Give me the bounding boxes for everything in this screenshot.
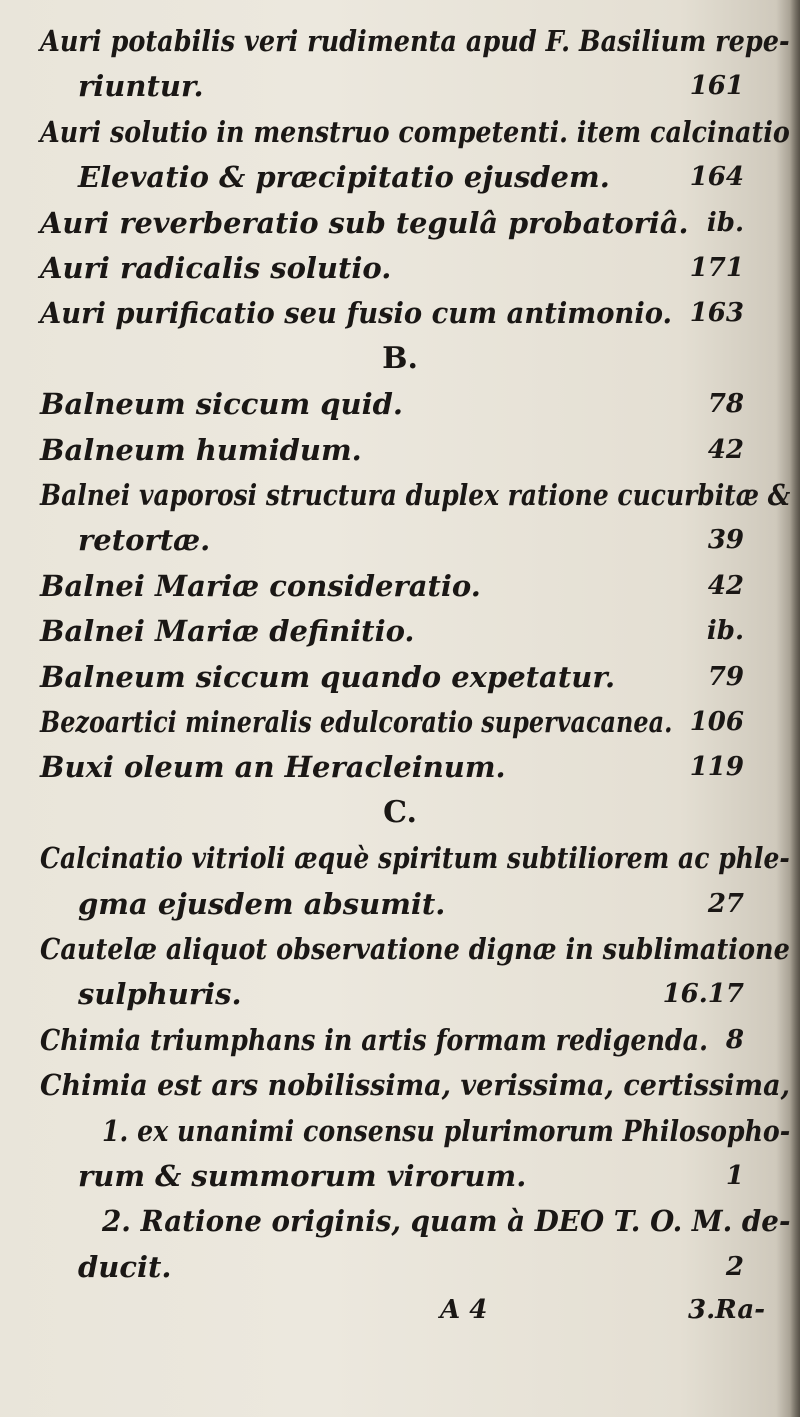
index-line xyxy=(0,835,800,881)
page-reference: 2 xyxy=(725,1251,744,1282)
page-reference: 164 xyxy=(689,162,744,193)
index-entry-text: Calcinatio vitrioli æquè spiritum subtiliorem ac phle- xyxy=(40,841,790,876)
index-entry-text: Auri solutio in menstruo competenti. item calcinatio xyxy=(40,114,790,149)
index-entry-text: gma ejusdem absumit. xyxy=(78,886,446,921)
index-line xyxy=(0,1017,800,1063)
index-entry-text: rum & summorum virorum. xyxy=(78,1159,527,1193)
index-entry-text: Auri reverberatio sub tegulâ probatoriâ. xyxy=(40,205,689,240)
index-entry-text: Chimia triumphans in artis formam redigenda. xyxy=(40,1022,708,1057)
index-entry-text: Buxi oleum an Heracleinum. xyxy=(40,750,506,785)
page-reference: 27 xyxy=(707,888,744,919)
index-line xyxy=(0,1244,800,1290)
page-reference: 161 xyxy=(689,71,744,102)
index-line xyxy=(0,699,800,745)
index-line xyxy=(0,427,800,473)
index-entry-text: Auri purificatio seu fusio cum antimonio. xyxy=(40,296,672,331)
index-line xyxy=(0,381,800,427)
page-reference: 8 xyxy=(725,1024,744,1055)
page-reference: ib. xyxy=(706,616,744,647)
index-line xyxy=(0,1153,800,1199)
index-line xyxy=(0,18,800,64)
index-entry-text: 1. ex unanimi consensu plurimorum Philosopho- xyxy=(102,1113,791,1148)
signature-mark: A 4 xyxy=(440,1295,488,1325)
index-line xyxy=(0,63,800,109)
index-line xyxy=(0,200,800,246)
index-entry-text: Bezoartici mineralis edulcoratio supervacanea. xyxy=(40,705,673,739)
page-reference: 42 xyxy=(707,434,744,465)
index-line xyxy=(0,654,800,700)
index-line xyxy=(0,608,800,654)
index-entry-text: retortæ. xyxy=(78,523,211,558)
index-line xyxy=(0,926,800,972)
index-entry-text: Elevatio & præcipitatio ejusdem. xyxy=(78,160,610,195)
index-line xyxy=(0,971,800,1017)
index-entry-text: Auri radicalis solutio. xyxy=(40,251,392,285)
index-entry-text: Balneum siccum quando expetatur. xyxy=(40,659,616,694)
page-reference: ib. xyxy=(706,207,744,238)
index-entry-text: Cautelæ aliquot observatione dignæ in sublimatione xyxy=(40,932,790,966)
index-entry-text: sulphuris. xyxy=(78,977,242,1012)
page-reference: 171 xyxy=(689,253,744,283)
index-line xyxy=(0,517,800,563)
index-entry-text: 2. Ratione originis, quam à DEO T. O. M. de- xyxy=(102,1204,791,1239)
page-reference: 106 xyxy=(689,707,744,737)
index-entry-text: Balnei Mariæ consideratio. xyxy=(40,568,481,603)
index-entry-text: Auri potabilis veri rudimenta apud F. Basilium repe- xyxy=(40,24,790,58)
index-entry-text: riuntur. xyxy=(78,69,204,104)
page-reference: 42 xyxy=(707,570,744,601)
index-line xyxy=(0,154,800,200)
index-line xyxy=(0,563,800,609)
index-entry-text: Balnei vaporosi structura duplex ratione cucurbitæ & xyxy=(40,478,791,512)
index-line xyxy=(0,290,800,336)
page-reference: 16.17 xyxy=(662,979,744,1010)
page-reference: 39 xyxy=(707,525,744,556)
index-line xyxy=(0,1062,800,1108)
index-line xyxy=(0,1108,800,1154)
index-line xyxy=(0,1198,800,1244)
page-reference: 1 xyxy=(725,1161,744,1191)
index-line xyxy=(0,245,800,291)
index-line xyxy=(0,109,800,155)
page-reference: 78 xyxy=(707,389,744,420)
section-letter-heading: C. xyxy=(383,794,417,830)
index-line xyxy=(0,881,800,927)
index-line xyxy=(0,472,800,518)
page-reference: 119 xyxy=(689,752,744,783)
index-entry-text: Balnei Mariæ definitio. xyxy=(40,614,415,649)
index-entry-text: ducit. xyxy=(78,1249,172,1284)
index-entry-text: Chimia est ars nobilissima, verissima, certissima, xyxy=(40,1068,791,1103)
index-line xyxy=(0,744,800,790)
index-entry-text: Balneum siccum quid. xyxy=(40,387,403,422)
section-letter-heading: B. xyxy=(382,340,418,376)
page-reference: 163 xyxy=(689,298,744,329)
page-reference: 79 xyxy=(707,661,744,692)
index-entry-text: Balneum humidum. xyxy=(40,432,362,467)
catchword: 3.Ra- xyxy=(688,1295,765,1325)
